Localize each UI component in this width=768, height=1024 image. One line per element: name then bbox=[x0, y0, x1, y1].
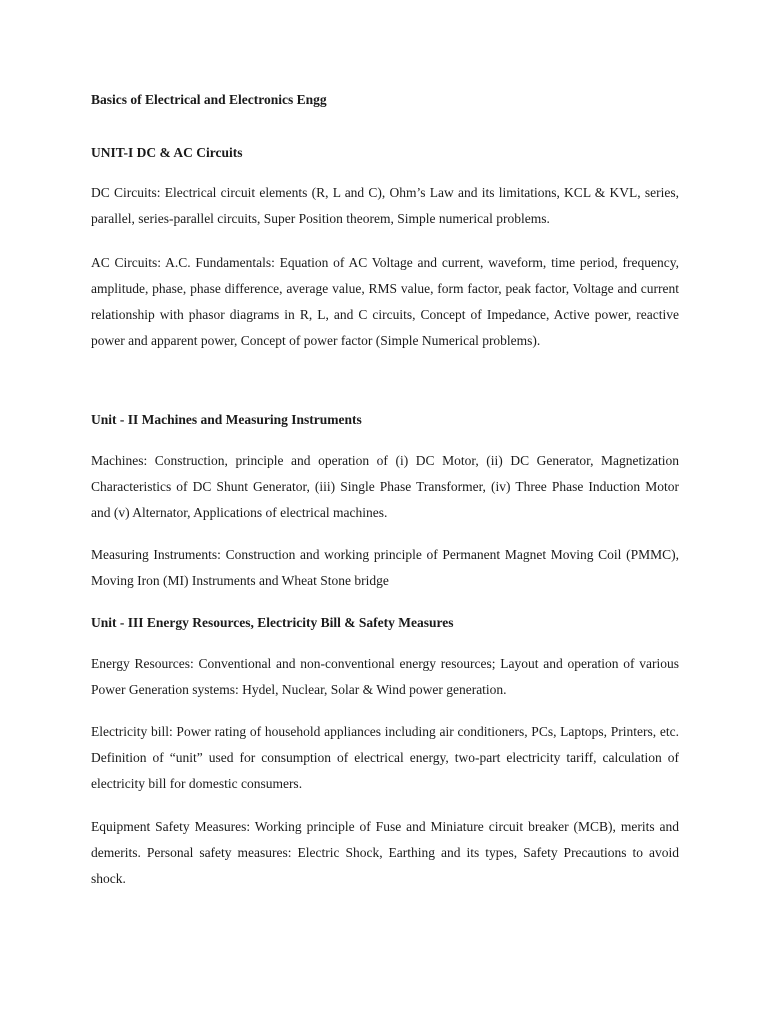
unit-2-heading: Unit - II Machines and Measuring Instruments bbox=[91, 412, 362, 427]
unit-3-paragraph-electricity-bill: Electricity bill: Power rating of household appliances including air conditioners, PCs, Laptops, Printers, etc. Definition of “unit” used for consumption of electrical energy, two-part electricity tariff, calculation of electricity bill for domestic consumers. bbox=[91, 724, 679, 791]
unit-3-paragraph-safety-measures: Equipment Safety Measures: Working principle of Fuse and Miniature circuit breaker (MCB), merits and demerits. Personal safety measures: Electric Shock, Earthing and its types, Safety Precautions to avoid shock. bbox=[91, 819, 679, 886]
unit-1-paragraph-ac-circuits: AC Circuits: A.C. Fundamentals: Equation of AC Voltage and current, waveform, time period, frequency, amplitude, phase, phase difference, average value, RMS value, form factor, peak factor, Voltage and current relationship with phasor diagrams in R, L, and C circuits, Concept of Impedance, Active power, reactive power and apparent power, Concept of power factor (Simple Numerical problems). bbox=[91, 255, 679, 348]
unit-2-paragraph-machines: Machines: Construction, principle and operation of (i) DC Motor, (ii) DC Generator, Magnetization Characteristics of DC Shunt Generator, (iii) Single Phase Transformer, (iv) Three Phase Induction Motor and (v) Alternator, Applications of electrical machines. bbox=[91, 453, 679, 520]
unit-1-paragraph-dc-circuits: DC Circuits: Electrical circuit elements (R, L and C), Ohm’s Law and its limitations, KCL & KVL, series, parallel, series-parallel circuits, Super Position theorem, Simple numerical problems. bbox=[91, 185, 679, 226]
unit-2-paragraph-measuring-instruments: Measuring Instruments: Construction and working principle of Permanent Magnet Moving Coil (PMMC), Moving Iron (MI) Instruments and Wheat Stone bridge bbox=[91, 547, 679, 588]
unit-3-paragraph-energy-resources: Energy Resources: Conventional and non-conventional energy resources; Layout and operation of various Power Generation systems: Hydel, Nuclear, Solar & Wind power generation. bbox=[91, 656, 679, 697]
unit-1-heading: UNIT-I DC & AC Circuits bbox=[91, 145, 243, 160]
unit-3-heading: Unit - III Energy Resources, Electricity Bill & Safety Measures bbox=[91, 615, 454, 630]
document-title: Basics of Electrical and Electronics Engg bbox=[91, 92, 327, 107]
